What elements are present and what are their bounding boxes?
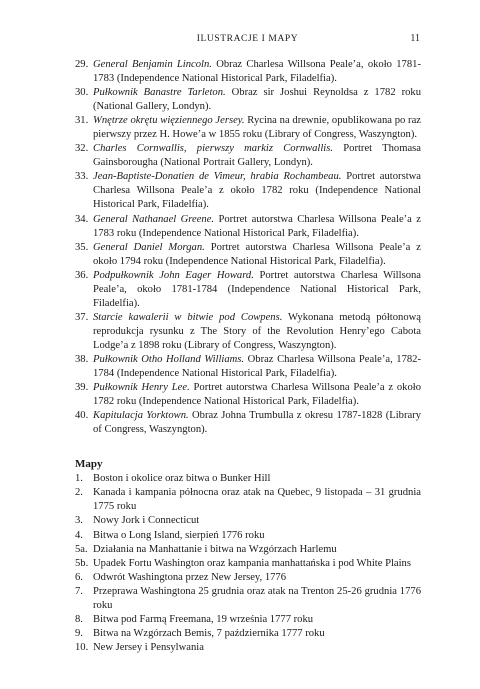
map-entry (75, 543, 421, 557)
entry-number: 34. (75, 213, 89, 225)
entry-text: Boston i okolice oraz bitwa o Bunker Hill (93, 473, 271, 485)
illustration-entry (75, 213, 421, 241)
entry-title: Pułkownik Otho Holland Williams. (93, 353, 245, 365)
entry-title: Kapitulacja Yorktown. (93, 410, 189, 422)
map-entry (75, 486, 421, 514)
map-entry (75, 472, 421, 486)
entry-text: Odwrót Washingtona przez New Jersey, 1776 (93, 571, 287, 583)
illustration-entry (75, 58, 421, 86)
illustration-list (75, 58, 421, 437)
entry-title: Jean-Baptiste-Donatien de Vimeur, hrabia Rochambeau. (93, 171, 342, 183)
entry-text: Rycina na drewnie, opublikowana po raz pierwszy przez H. Howe’a w 1855 roku (Library of Congress, Waszyngton). (93, 115, 421, 141)
entry-number: 32. (75, 143, 89, 155)
map-entry (75, 514, 421, 528)
running-header: ILUSTRACJE I MAPY (196, 34, 299, 44)
entry-title: Starcie kawalerii w bitwie pod Cowpens. (93, 311, 283, 323)
entry-text: New Jersey i Pensylwania (93, 641, 204, 653)
entry-title: Pułkownik Henry Lee. (93, 382, 190, 394)
illustration-entry (75, 269, 421, 311)
page-number: 11 (410, 33, 420, 44)
entry-text: Przeprawa Washingtona 25 grudnia oraz atak na Trenton 25-26 grudnia 1776 roku (93, 585, 421, 611)
illustration-entry (75, 241, 421, 269)
entry-text: Działania na Manhattanie i bitwa na Wzgórzach Harlemu (93, 543, 337, 555)
entry-text: Bitwa na Wzgórzach Bemis, 7 października 1777 roku (93, 627, 325, 639)
map-entry (75, 585, 421, 613)
illustration-entry (75, 311, 421, 353)
entry-title: Charles Cornwallis, pierwszy markiz Cornwallis. (93, 143, 333, 155)
map-entry (75, 641, 421, 655)
entry-text: Portret autorstwa Charlesa Willsona Peale’a z około 1782 roku (Independence National Historical Park, Filadelfia). (93, 171, 421, 211)
entry-text: Obraz Johna Trumbulla z okresu 1787-1828 (Library of Congress, Waszyngton). (93, 410, 421, 436)
entry-number: 5a. (75, 543, 88, 555)
entry-number: 5b. (75, 557, 89, 569)
entry-title: General Benjamin Lincoln. (93, 59, 212, 70)
illustration-entry (75, 381, 421, 409)
map-entry (75, 529, 421, 543)
entry-number: 3. (75, 515, 83, 527)
entry-number: 2. (75, 487, 83, 499)
entry-number: 33. (75, 171, 89, 183)
entry-text: Portret Thomasa Gainsborougha (National Portrait Gallery, Londyn). (93, 143, 421, 169)
map-entry (75, 627, 421, 641)
entry-number: 8. (75, 613, 83, 625)
entry-title: General Nathanael Greene. (93, 213, 215, 225)
entry-text: Portret autorstwa Charlesa Willsona Peale’a z 1783 roku (Independence National Historical Park, Filadelfia). (93, 213, 421, 239)
entry-number: 7. (75, 585, 83, 597)
entry-text: Kanada i kampania północna oraz atak na Quebec, 9 listopada – 31 grudnia 1775 roku (93, 487, 421, 513)
map-list (75, 472, 421, 655)
entry-number: 40. (75, 410, 89, 422)
entry-text: Upadek Fortu Washington oraz kampania manhattańska i pod White Plains (93, 557, 411, 569)
maps-heading: Mapy (75, 458, 103, 471)
page-content (75, 58, 421, 655)
entry-text: Nowy Jork i Connecticut (93, 515, 200, 527)
entry-title: Wnętrze okrętu więziennego Jersey. (93, 115, 245, 127)
entry-number: 1. (75, 473, 83, 485)
entry-number: 36. (75, 269, 89, 281)
illustration-entry (75, 142, 421, 170)
entry-text: Bitwa o Long Island, sierpień 1776 roku (93, 529, 265, 541)
entry-number: 35. (75, 241, 89, 253)
illustration-entry (75, 114, 421, 142)
entry-text: Obraz Charlesa Willsona Peale’a, 1782-1784 (Independence National Historical Park, Filadelfia). (93, 353, 421, 380)
entry-number: 4. (75, 529, 83, 541)
illustration-entry (75, 409, 421, 437)
entry-number: 29. (75, 59, 89, 70)
entry-number: 38. (75, 353, 89, 365)
entry-number: 37. (75, 311, 89, 323)
entry-number: 31. (75, 115, 89, 127)
entry-title: General Daniel Morgan. (93, 241, 205, 253)
entry-number: 39. (75, 382, 89, 394)
entry-text: Obraz Charlesa Willsona Peale’a, około 1781-1783 (Independence National Historical Park, Filadelfia). (93, 59, 421, 85)
entry-text: Obraz sir Joshui Reynoldsa z 1782 roku (National Gallery, Londyn). (93, 87, 421, 113)
entry-text: Bitwa pod Farmą Freemana, 19 września 1777 roku (93, 613, 314, 625)
illustration-entry (75, 86, 421, 114)
entry-text: Portret autorstwa Charlesa Willsona Peale’a z około 1794 roku (Independence National Historical Park, Filadelfia). (93, 241, 421, 267)
entry-title: Podpułkownik John Eager Howard. (93, 269, 254, 281)
illustration-entry (75, 353, 421, 381)
entry-number: 10. (75, 641, 89, 653)
entry-text: Wykonana metodą półtonową reprodukcja rysunku z The Story of the Revolution Henry’ego Cabota Lodge’a z 1898 roku (Library of Congress, Waszyngton). (93, 311, 421, 351)
entry-title: Pułkownik Banastre Tarleton. (93, 87, 226, 99)
entry-text: Portret autorstwa Charlesa Willsona Peale’a, około 1781-1784 (Independence National Historical Park, Filadelfia). (93, 269, 421, 309)
map-entry (75, 571, 421, 585)
map-entry (75, 613, 421, 627)
entry-text: Portret autorstwa Charlesa Willsona Peale’a z około 1782 roku (Independence National Historical Park, Filadelfia). (93, 382, 421, 408)
entry-number: 6. (75, 571, 83, 583)
map-entry (75, 557, 421, 571)
entry-number: 9. (75, 627, 83, 639)
illustration-entry (75, 170, 421, 212)
entry-number: 30. (75, 87, 89, 99)
